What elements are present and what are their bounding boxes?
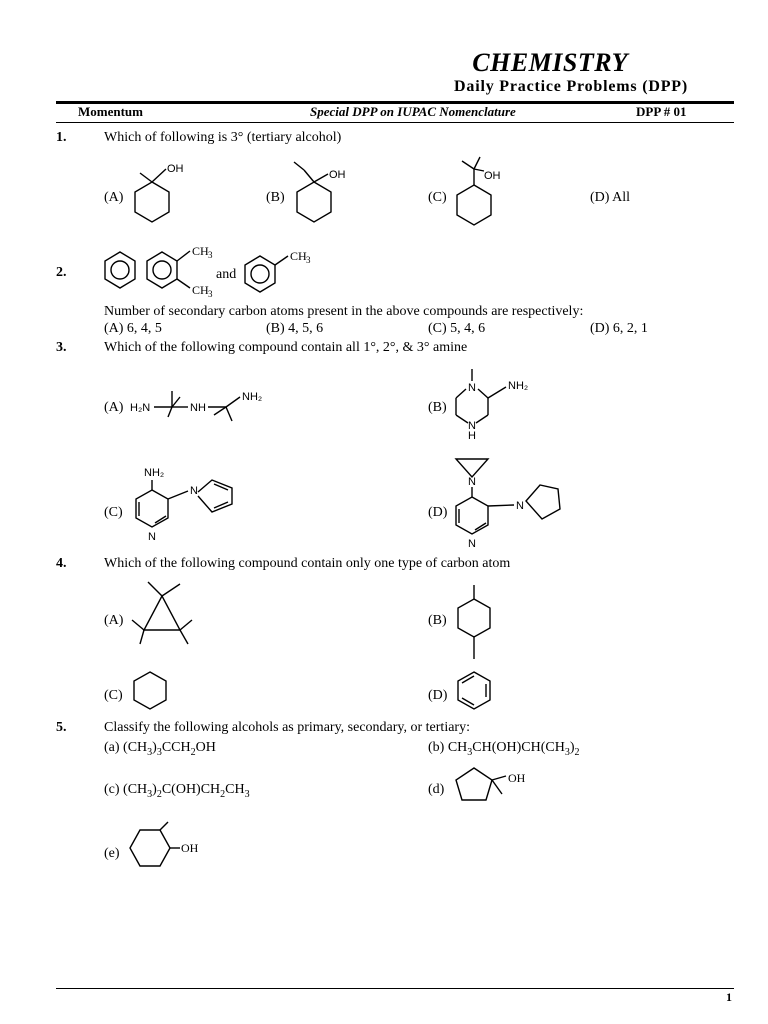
ch3-label: CH [192, 283, 209, 297]
structure-4c-cyclohexane [128, 668, 178, 718]
footer-divider [56, 988, 734, 989]
structure-1-cyclohexyl-propanol [450, 155, 520, 240]
structure-5d-methylcyclopentanol [452, 762, 542, 822]
page-subtitle: Daily Practice Problems (DPP) [454, 78, 688, 95]
option-label: (A) [104, 400, 124, 415]
option-label: (B) [428, 400, 447, 415]
svg-text:N: N [190, 485, 198, 497]
option-label: (A) [104, 613, 124, 628]
oh-label: OH [167, 163, 184, 175]
option-a: (a) $(CH_3)_3CCH_2OH$ [104, 740, 216, 758]
structure-3d-aziridine-pyrrolidine [452, 455, 582, 550]
svg-text:H: H [468, 430, 476, 442]
structure-4a-tetramethylcyclopropane [128, 578, 208, 650]
option-label: (C) [104, 688, 123, 703]
svg-text:H₂N: H₂N [130, 402, 151, 414]
option-label: (D) All [590, 190, 631, 205]
svg-text:OH: OH [508, 771, 526, 785]
structure-4b-dimethylcyclohexane [452, 583, 502, 663]
page-title: CHEMISTRY [472, 48, 628, 77]
question-number: 3. [56, 340, 67, 355]
structure-4d-benzene [452, 668, 502, 718]
svg-text:3: 3 [208, 289, 213, 299]
question-text: Which of the following compound contain all 1°, 2°, & 3° amine [104, 340, 468, 355]
option-label: (C) 5, 4, 6 [428, 321, 486, 336]
option-label: (C) [104, 505, 123, 520]
structure-3c-aminopyridine-pyrrole [128, 462, 248, 544]
topic-name: Special DPP on IUPAC Nomenclature [310, 104, 516, 119]
ch3-label: CH [192, 244, 209, 258]
option-label: (D) [428, 505, 448, 520]
svg-text:NH: NH [190, 402, 206, 414]
option-label: (B) [266, 190, 285, 205]
and-label: and [216, 267, 237, 282]
structure-1-cyclohexanol-ethyl [290, 160, 360, 240]
ch3-label: CH [290, 249, 307, 263]
structure-3b-piperazine [452, 365, 542, 445]
option-label: (D) [428, 688, 448, 703]
option-e: (e) [104, 846, 120, 861]
structure-5e-methylcyclohexanol [124, 822, 214, 882]
dpp-number: DPP # 01 [636, 104, 687, 119]
question-number: 4. [56, 556, 67, 571]
svg-text:3: 3 [306, 255, 311, 265]
option-label: (C) [428, 190, 447, 205]
svg-text:NH₂: NH₂ [508, 380, 529, 392]
option-label: (D) 6, 2, 1 [590, 321, 648, 336]
option-d: (d) [428, 782, 445, 797]
svg-text:N: N [516, 500, 524, 512]
question-number: 1. [56, 130, 67, 145]
question-text: Which of following is 3° (tertiary alcohol) [104, 130, 342, 145]
svg-text:NH₂: NH₂ [242, 391, 263, 403]
option-label: (A) [104, 190, 124, 205]
svg-text:OH: OH [181, 841, 199, 855]
option-b: (b) $CH_3CH(OH)CH(CH_3)_2$ [428, 740, 580, 758]
svg-text:N: N [468, 420, 476, 432]
svg-text:N: N [468, 538, 476, 550]
page-number: 1 [726, 990, 732, 1004]
question-number: 5. [56, 720, 67, 735]
oh-label: OH [329, 169, 346, 181]
structure-2-aromatics [100, 246, 340, 300]
svg-text:N: N [468, 382, 476, 394]
course-name: Momentum [78, 104, 143, 119]
question-text: Which of the following compound contain only one type of carbon atom [104, 556, 511, 571]
option-label: (B) 4, 5, 6 [266, 321, 324, 336]
question-number: 2. [56, 265, 67, 280]
svg-text:N: N [468, 476, 476, 488]
oh-label: OH [484, 170, 501, 182]
option-label: (A) 6, 4, 5 [104, 321, 162, 336]
svg-text:NH₂: NH₂ [144, 467, 165, 479]
svg-text:3: 3 [208, 250, 213, 260]
header-divider-bottom [56, 122, 734, 123]
structure-3a-diamine [128, 383, 278, 428]
question-text: Classify the following alcohols as primary, secondary, or tertiary: [104, 720, 470, 735]
option-c: (c) $(CH_3)_2C(OH)CH_2CH_3$ [104, 782, 250, 800]
option-label: (B) [428, 613, 447, 628]
structure-1-cyclohexanol-methyl [128, 160, 188, 240]
question-text: Number of secondary carbon atoms present in the above compounds are respectively: [104, 304, 584, 319]
svg-text:N: N [148, 531, 156, 543]
